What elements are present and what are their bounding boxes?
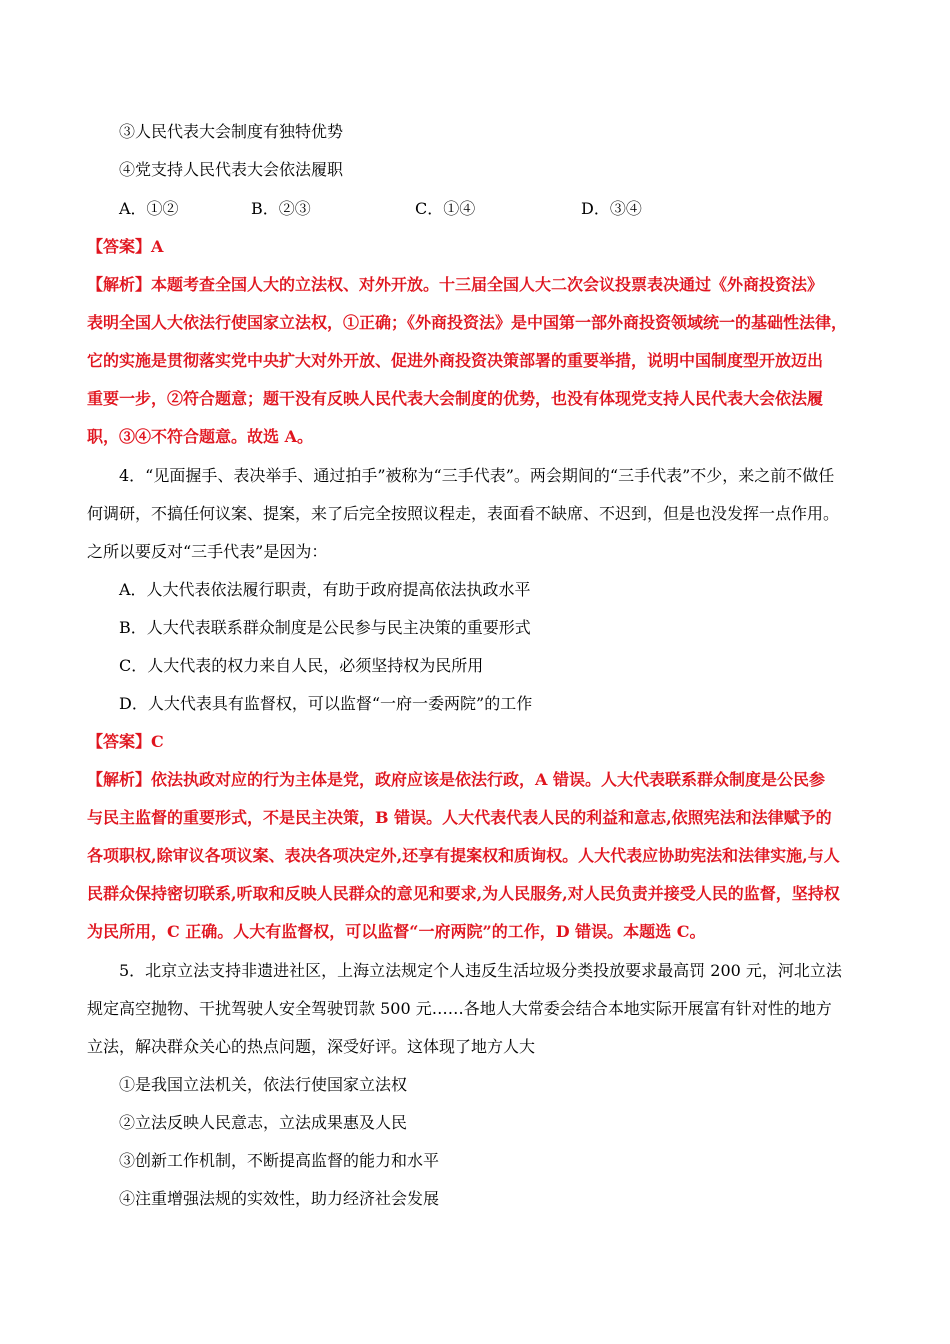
- q3-option-d: D．③④: [581, 199, 642, 218]
- q4-option-d: D．人大代表具有监督权，可以监督“一府一委两院”的工作: [119, 694, 533, 713]
- q5-stem-line-3: 立法，解决群众关心的热点问题，深受好评。这体现了地方人大: [87, 1037, 536, 1056]
- q3-option-c: C．①④: [415, 199, 476, 218]
- q3-analysis-line-5: 职，③④不符合题意。故选 A。: [87, 427, 313, 446]
- q3-answer: 【答案】A: [87, 237, 164, 256]
- q3-analysis-line-2: 表明全国人大依法行使国家立法权，①正确；《外商投资法》是中国第一部外商投资领域统一的基础性法律，: [87, 313, 848, 332]
- q4-option-b: B．人大代表联系群众制度是公民参与民主决策的重要形式: [119, 618, 531, 637]
- q4-answer: 【答案】C: [87, 732, 164, 751]
- q4-analysis-line-4: 民群众保持密切联系,听取和反映人民群众的意见和要求,为人民服务,对人民负责并接受人民的监督，坚持权: [87, 884, 840, 903]
- q4-stem-line-1: 4．“见面握手、表决举手、通过拍手”被称为“三手代表”。两会期间的“三手代表”不少，来之前不做任: [119, 466, 835, 485]
- q4-option-c: C．人大代表的权力来自人民，必须坚持权为民所用: [119, 656, 484, 675]
- q3-option-b: B．②③: [251, 199, 311, 218]
- q5-item-2: ②立法反映人民意志，立法成果惠及人民: [119, 1113, 408, 1132]
- q5-item-1: ①是我国立法机关，依法行使国家立法权: [119, 1075, 408, 1094]
- q4-stem-line-3: 之所以要反对“三手代表”是因为：: [87, 542, 328, 561]
- q4-analysis-line-3: 各项职权,除审议各项议案、表决各项决定外,还享有提案权和质询权。人大代表应协助宪法和法律实施,与人: [87, 846, 840, 865]
- q4-analysis-line-1: 【解析】依法执政对应的行为主体是党，政府应该是依法行政，A 错误。人大代表联系群众制度是公民参: [87, 770, 825, 789]
- q3-item-3: ③人民代表大会制度有独特优势: [119, 122, 344, 141]
- q5-item-4: ④注重增强法规的实效性，助力经济社会发展: [119, 1189, 440, 1208]
- q5-item-3: ③创新工作机制，不断提高监督的能力和水平: [119, 1151, 440, 1170]
- q3-analysis-line-1: 【解析】本题考查全国人大的立法权、对外开放。十三届全国人大二次会议投票表决通过《外商投资法》: [87, 275, 824, 294]
- q5-stem-line-2: 规定高空抛物、干扰驾驶人安全驾驶罚款 500 元……各地人大常委会结合本地实际开展富有针对性的地方: [87, 999, 832, 1018]
- q4-option-a: A．人大代表依法履行职责，有助于政府提高依法执政水平: [119, 580, 531, 599]
- q5-stem-line-1: 5．北京立法支持非遗进社区，上海立法规定个人违反生活垃圾分类投放要求最高罚 200 元，河北立法: [119, 961, 842, 980]
- q3-analysis-line-3: 它的实施是贯彻落实党中央扩大对外开放、促进外商投资决策部署的重要举措，说明中国制度型开放迈出: [87, 351, 824, 370]
- q3-option-a: A．①②: [119, 199, 179, 218]
- q4-stem-line-2: 何调研，不搞任何议案、提案，来了后完全按照议程走，表面看不缺席、不迟到，但是也没发挥一点作用。: [87, 504, 840, 523]
- q4-analysis-line-5: 为民所用，C 正确。人大有监督权，可以监督“一府两院”的工作，D 错误。本题选 C。: [87, 922, 706, 941]
- q3-item-4: ④党支持人民代表大会依法履职: [119, 160, 344, 179]
- q3-analysis-line-4: 重要一步，②符合题意；题干没有反映人民代表大会制度的优势，也没有体现党支持人民代表大会依法履: [87, 389, 824, 408]
- q4-analysis-line-2: 与民主监督的重要形式，不是民主决策，B 错误。人大代表代表人民的利益和意志,依照宪法和法律赋予的: [87, 808, 832, 827]
